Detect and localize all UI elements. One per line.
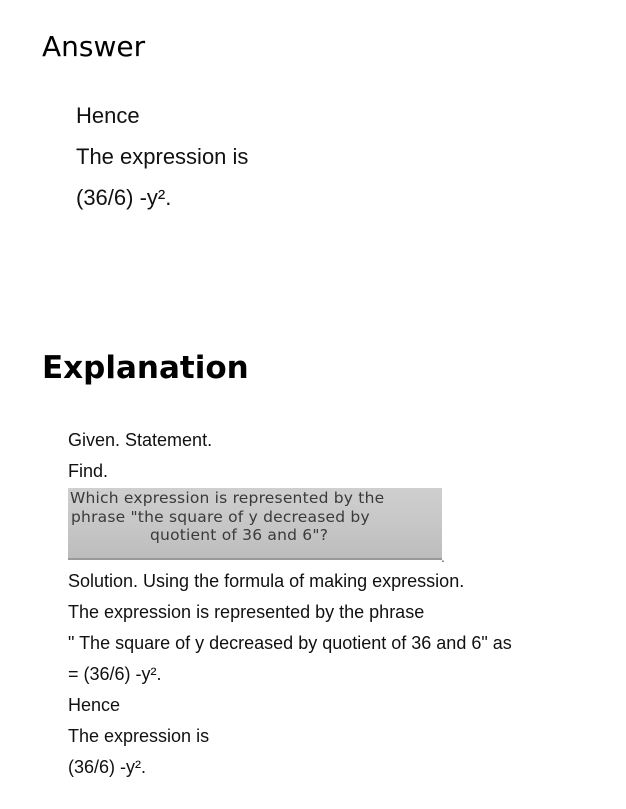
given-line: Given. Statement. bbox=[68, 430, 213, 450]
solution-line: = (36/6) -y². bbox=[68, 664, 162, 684]
explanation-heading: Explanation bbox=[42, 350, 249, 386]
explanation-intro bbox=[68, 425, 212, 487]
answer-line: The expression is bbox=[76, 144, 249, 169]
solution-text bbox=[68, 566, 512, 783]
question-image-line: quotient of 36 and 6"? bbox=[150, 526, 329, 544]
answer-line: Hence bbox=[76, 103, 140, 128]
answer-text bbox=[76, 95, 248, 218]
answer-line: (36/6) -y². bbox=[76, 185, 172, 210]
solution-line: The expression is represented by the phrase bbox=[68, 602, 425, 622]
solution-line: Hence bbox=[68, 695, 121, 715]
solution-line: (36/6) -y². bbox=[68, 757, 147, 777]
answer-heading: Answer bbox=[42, 30, 146, 63]
solution-line: Solution. Using the formula of making expression. bbox=[68, 571, 465, 591]
question-image-line: phrase "the square of y decreased by bbox=[71, 507, 370, 526]
question-image-line: Which expression is represented by the bbox=[70, 489, 385, 507]
solution-line: The expression is bbox=[68, 726, 210, 746]
question-image bbox=[68, 488, 442, 560]
find-line: Find. bbox=[68, 461, 109, 481]
solution-line: " The square of y decreased by quotient of 36 and 6" as bbox=[68, 633, 512, 653]
trailing-period: . bbox=[441, 549, 445, 565]
